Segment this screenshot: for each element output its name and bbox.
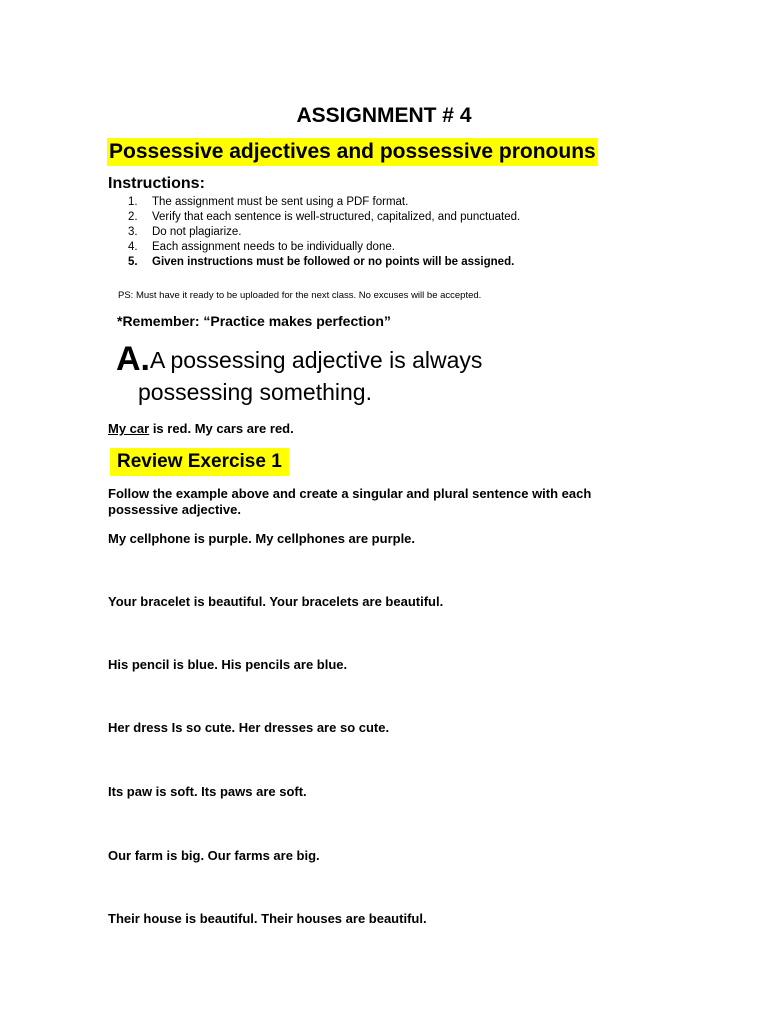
instruction-number: 1. <box>128 196 138 208</box>
instruction-number: 3. <box>128 226 138 238</box>
section-a-line2: possessing something. <box>138 379 372 405</box>
instructions-list <box>128 195 520 270</box>
answer-sentence: Their house is beautiful. Their houses are beautiful. <box>108 911 427 926</box>
assignment-title: ASSIGNMENT # 4 <box>296 104 472 127</box>
instruction-text: Given instructions must be followed or no points will be assigned. <box>152 256 515 268</box>
answer-sentence: Her dress Is so cute. Her dresses are so cute. <box>108 720 390 735</box>
answer-sentence: My cellphone is purple. My cellphones are purple. <box>108 531 416 546</box>
instruction-number: 5. <box>128 256 138 268</box>
section-a-line1: A possessing adjective is always <box>150 347 483 373</box>
answer-sentence: Its paw is soft. Its paws are soft. <box>108 784 307 799</box>
answer-sentence: Your bracelet is beautiful. Your bracelets are beautiful. <box>108 594 444 609</box>
instruction-item <box>128 195 520 210</box>
exercise-directions: Follow the example above and create a singular and plural sentence with each possessive adjective. <box>108 486 592 517</box>
instruction-item <box>128 240 520 255</box>
ps-note: PS: Must have it ready to be uploaded for the next class. No excuses will be accepted. <box>118 290 482 301</box>
instruction-item <box>128 210 520 225</box>
example-sentence <box>108 421 294 437</box>
instruction-text: Do not plagiarize. <box>152 226 242 238</box>
section-a-heading <box>116 342 596 408</box>
answer-sentence: Our farm is big. Our farms are big. <box>108 848 320 863</box>
instruction-text: Verify that each sentence is well-structured, capitalized, and punctuated. <box>152 211 521 223</box>
remember-note: *Remember: “Practice makes perfection” <box>117 313 391 329</box>
review-exercise-heading: Review Exercise 1 <box>110 448 289 476</box>
instruction-item <box>128 255 520 270</box>
instruction-text: The assignment must be sent using a PDF format. <box>152 196 409 208</box>
example-underlined: My car <box>108 421 150 436</box>
instructions-heading: Instructions: <box>108 175 205 192</box>
instruction-number: 2. <box>128 211 138 223</box>
instruction-number: 4. <box>128 241 138 253</box>
example-rest: is red. My cars are red. <box>149 421 294 436</box>
topic-subtitle: Possessive adjectives and possessive pronouns <box>107 138 598 166</box>
instruction-item <box>128 225 520 240</box>
answer-sentence: His pencil is blue. His pencils are blue. <box>108 657 348 672</box>
section-letter: A. <box>116 340 150 378</box>
instruction-text: Each assignment needs to be individually done. <box>152 241 395 253</box>
